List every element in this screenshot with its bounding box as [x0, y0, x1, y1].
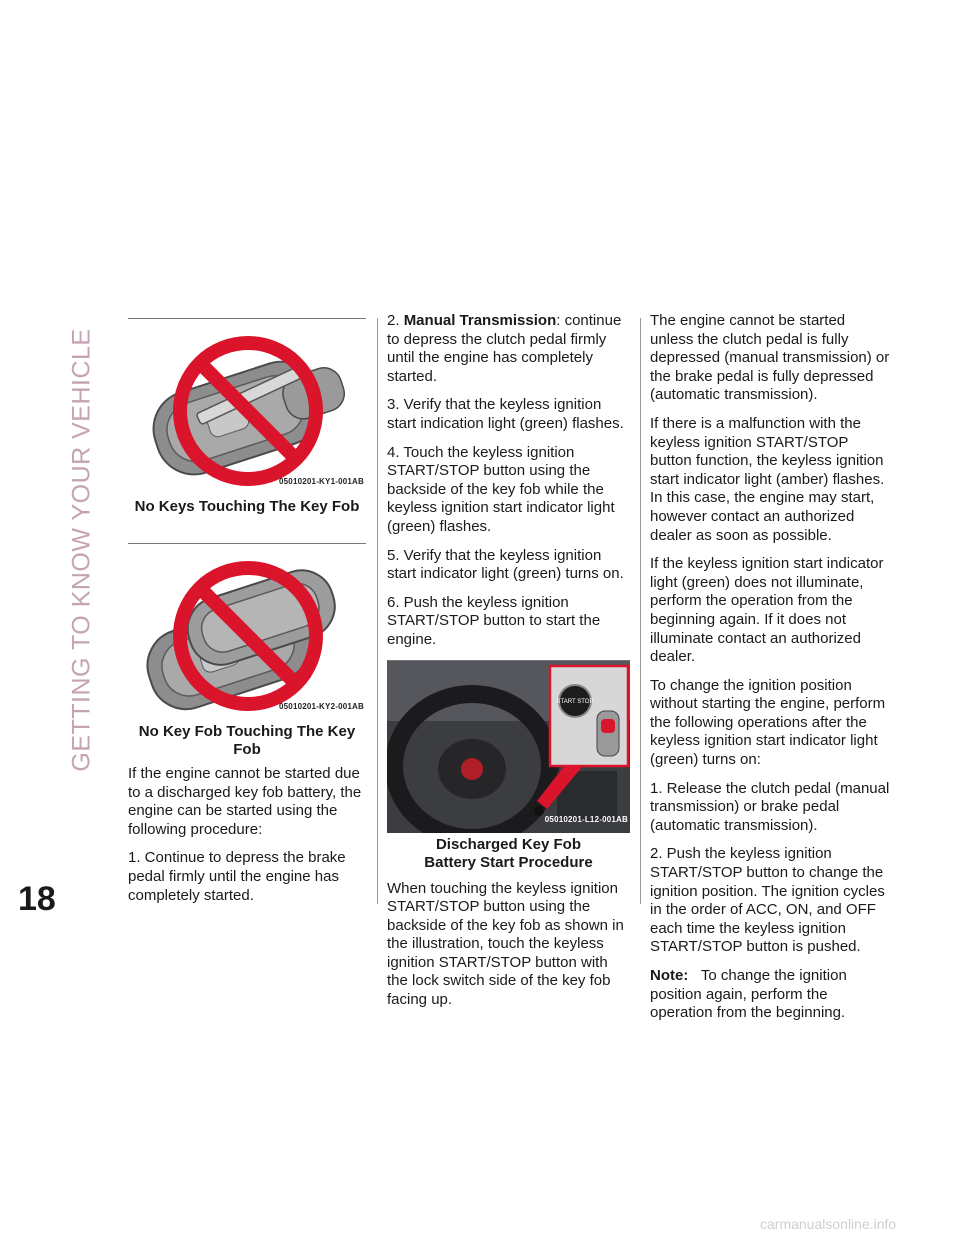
- paragraph: To change the ignition position without starting the engine, perform the following operations after the keyless ignition start indicator light (green) turns on:: [650, 676, 886, 769]
- step-text: : continue to depress the clutch pedal firmly until the engine has completely started.: [387, 312, 622, 385]
- start-stop-button-label: START STOP: [556, 698, 594, 705]
- figure-caption: Discharged Key Fob Battery Start Procedure: [424, 835, 593, 871]
- key-fob-prohibited-illustration: [128, 319, 366, 495]
- note-text: To change the ignition position again, perform the operation from the beginning.: [650, 967, 847, 1022]
- figure-no-key-fob: [128, 543, 366, 720]
- figure-code: 05010201-L12-001AB: [544, 814, 628, 824]
- column-1: [128, 318, 366, 915]
- figure-code: 05010201-KY2-001AB: [279, 702, 364, 712]
- paragraph: 1. Continue to depress the brake pedal firmly until the engine has completely started.: [128, 849, 346, 904]
- paragraph: When touching the keyless ignition START/STOP button using the backside of the key fob as shown in the illustration, touch the keyless ignition START/STOP button with the lock switch side of the key fob facing up.: [387, 879, 624, 1009]
- page-number: 18: [18, 880, 56, 918]
- paragraph: 4. Touch the keyless ignition START/STOP button using the backside of the key fob while the keyless ignition start indicator light (green) flashes.: [387, 443, 615, 535]
- note: [650, 967, 890, 1023]
- column-divider: [377, 318, 378, 904]
- figure-start-procedure: [387, 660, 630, 833]
- figure-caption: No Keys Touching The Key Fob: [134, 498, 360, 515]
- key-fobs-prohibited-illustration: [128, 544, 366, 720]
- figure-code: 05010201-KY1-001AB: [279, 477, 364, 487]
- paragraph: 6. Push the keyless ignition START/STOP button to start the engine.: [387, 593, 601, 648]
- footer-watermark: carmanualsonline.info: [760, 1216, 897, 1232]
- paragraph: If there is a malfunction with the keyless ignition START/STOP button function, the keyless ignition start indicator light (amber) flashes. In this case, the engine may start, however contact an authorized dealer as soon as possible.: [650, 414, 885, 544]
- steering-wheel-photo: [387, 661, 630, 833]
- chapter-side-tab: [62, 300, 102, 800]
- step-heading: Manual Transmission: [403, 312, 557, 329]
- paragraph: The engine cannot be started unless the clutch pedal is fully depressed (manual transmission) or the brake pedal is fully depressed (automatic transmission).: [650, 312, 890, 404]
- paragraph: 1. Release the clutch pedal (manual transmission) or brake pedal (automatic transmission).: [650, 779, 890, 834]
- step-number: 2.: [387, 312, 404, 329]
- paragraph: If the keyless ignition start indicator light (green) does not illuminate, perform the operation from the beginning again. If it does not illuminate contact an authorized dealer.: [650, 555, 884, 666]
- column-divider: [640, 318, 641, 904]
- paragraph: If the engine cannot be started due to a discharged key fob battery, the engine can be started using the following procedure:: [128, 765, 362, 838]
- note-label: Note:: [650, 967, 689, 984]
- chapter-title: GETTING TO KNOW YOUR VEHICLE: [67, 328, 96, 772]
- figure-no-keys: [128, 318, 366, 495]
- paragraph: 2. Push the keyless ignition START/STOP button to change the ignition position. The ignition cycles in the order of ACC, ON, and OFF each time the keyless ignition START/STOP button is pushed.: [650, 845, 885, 956]
- paragraph: 5. Verify that the keyless ignition start indicator light (green) turns on.: [387, 546, 624, 583]
- figure-caption: No Key Fob Touching The Key Fob: [138, 723, 356, 758]
- column-2: [387, 312, 630, 1020]
- column-3: [650, 312, 890, 1033]
- paragraph: 3. Verify that the keyless ignition start indication light (green) flashes.: [387, 396, 624, 432]
- paragraph: [387, 312, 630, 386]
